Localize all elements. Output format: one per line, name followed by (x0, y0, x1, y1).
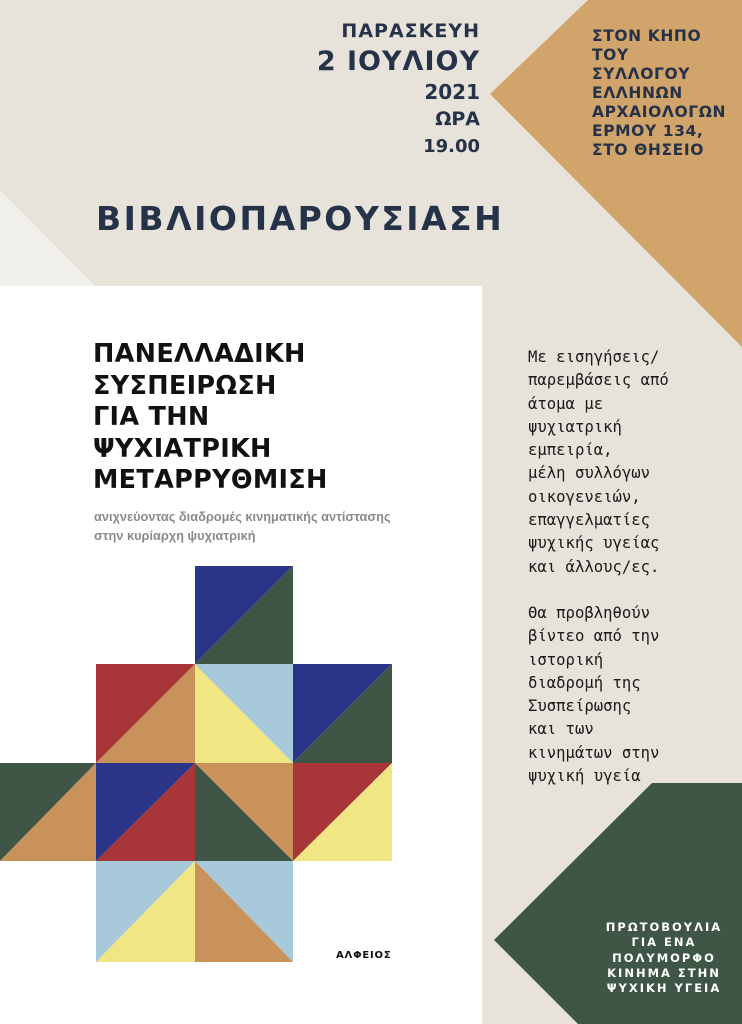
venue-line: ΣΤΟ ΘΗΣΕΙΟ (592, 141, 705, 159)
venue-line: ΕΛΛΗΝΩΝ (592, 84, 683, 102)
event-day: ΠΑΡΑΣΚΕΥΗ (341, 20, 480, 42)
initiative-text (590, 920, 738, 996)
event-year: 2021 (424, 80, 480, 104)
book-title (93, 339, 328, 497)
light-left-triangle (0, 190, 95, 286)
venue-line: ΣΥΛΛΟΓΟΥ (592, 65, 691, 83)
book-subtitle (94, 507, 391, 545)
event-info (528, 346, 738, 811)
initiative-line: ΓΙΑ ΕΝΑ (631, 935, 697, 950)
initiative-line: ΠΟΛΥΜΟΡΦΟ (612, 950, 716, 965)
cover-pattern (0, 566, 392, 962)
book-title-line: ΠΑΝΕΛΛΑΔΙΚΗ (93, 339, 306, 369)
venue-text (592, 27, 742, 160)
book-title-line: ΜΕΤΑΡΡΥΘΜΙΣΗ (93, 465, 328, 495)
initiative-line: ΨΥΧΙΚΗ ΥΓΕΙΑ (606, 981, 722, 996)
event-hour-label: ΩΡΑ (435, 108, 480, 130)
book-subtitle-line: στην κυρίαρχη ψυχιατρική (94, 528, 256, 543)
event-date-block (317, 22, 480, 156)
info-paragraph: Με εισηγήσεις/ παρεμβάσεις από άτομα με ψυχιατρική εμπειρία, μέλη συλλόγων οικογενειών, επαγγελματίες ψυχικής υγείας και άλλους/ες. (528, 348, 669, 576)
event-title: ΒΙΒΛΙΟΠΑΡΟΥΣΙΑΣΗ (96, 199, 505, 238)
book-title-line: ΓΙΑ ΤΗΝ (93, 402, 210, 432)
venue-line: ΣΤΟΝ ΚΗΠΟ (592, 27, 702, 45)
initiative-line: ΚΙΝΗΜΑ ΣΤΗΝ (607, 965, 721, 980)
venue-line: ΕΡΜΟΥ 134, (592, 122, 704, 140)
initiative-line: ΠΡΩΤΟΒΟΥΛΙΑ (605, 920, 723, 934)
book-title-line: ΨΥΧΙΑΤΡΙΚΗ (93, 433, 272, 464)
book-title-line: ΣΥΣΠΕΙΡΩΣΗ (93, 370, 277, 401)
book-subtitle-line: ανιχνεύοντας διαδρομές κινηματικής αντίστασης (94, 509, 391, 524)
publisher-name: ΑΛΦΕΙΟΣ (336, 950, 392, 961)
event-time: 19.00 (423, 136, 480, 157)
venue-line: ΑΡΧΑΙΟΛΟΓΩΝ (592, 103, 727, 121)
venue-line: ΤΟΥ (592, 46, 629, 64)
event-date: 2 ΙΟΥΛΙΟΥ (316, 46, 480, 77)
info-paragraph: Θα προβληθούν βίντεο από την ιστορική διαδρομή της Συσπείρωσης και των κινημάτων στην ψυχική υγεία (528, 603, 660, 786)
